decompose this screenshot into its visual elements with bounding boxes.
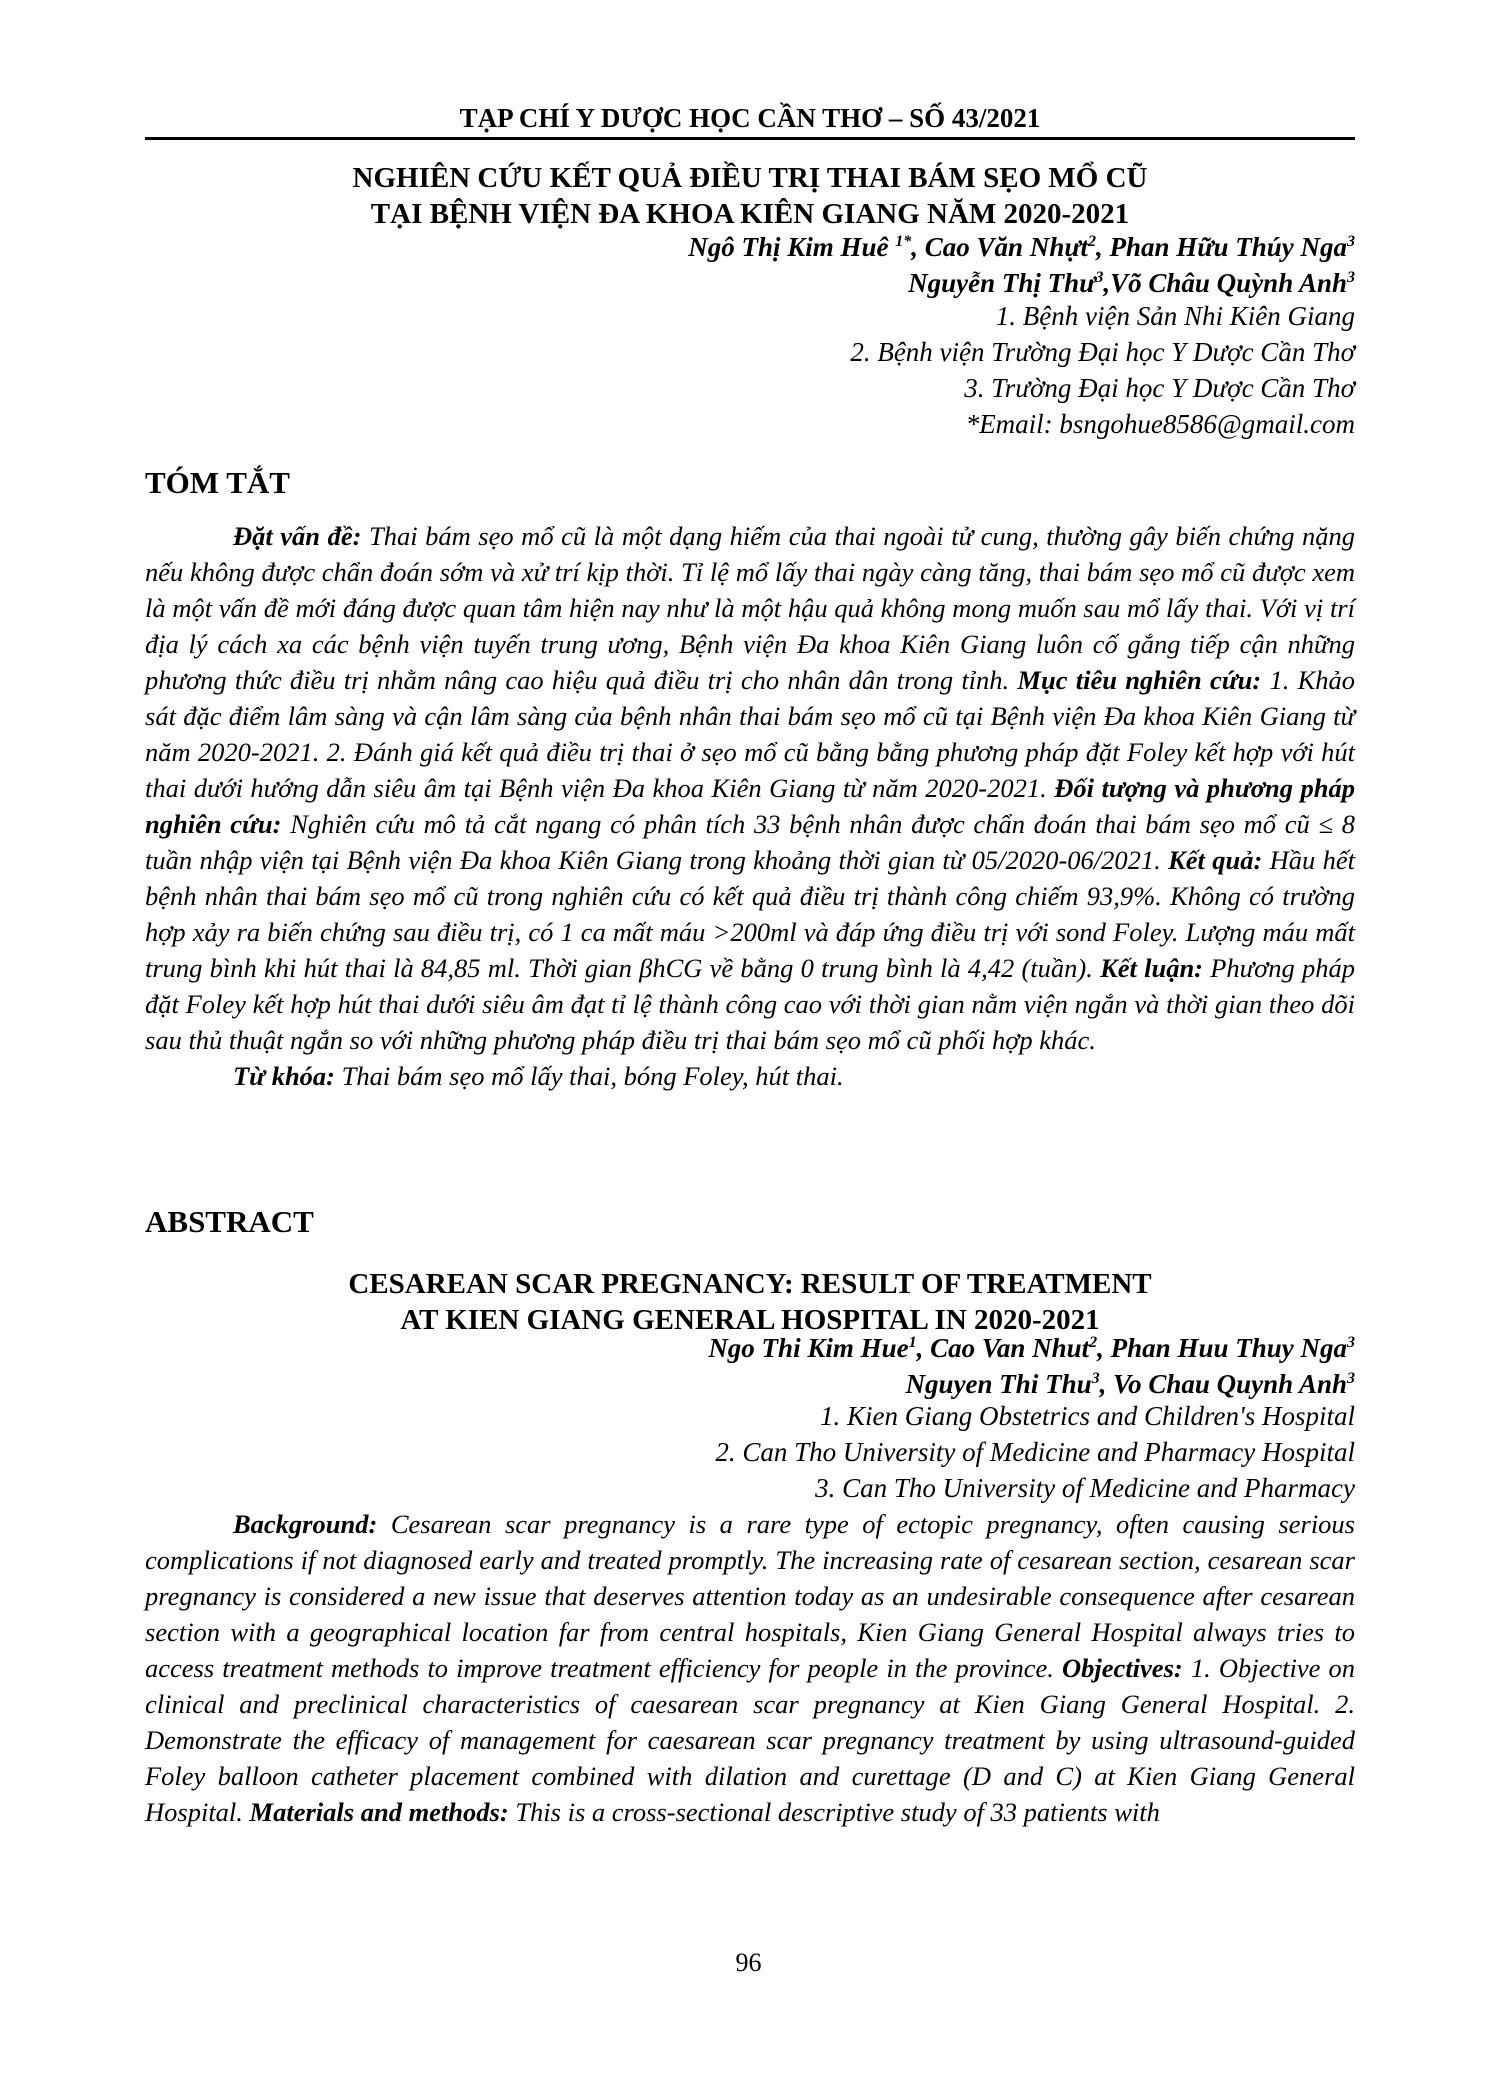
author-sup: 3 (1091, 1370, 1100, 1387)
vi-title-line: NGHIÊN CỨU KẾT QUẢ ĐIỀU TRỊ THAI BÁM SẸO MỔ CŨ (352, 162, 1148, 194)
journal-header: TẠP CHÍ Y DƯỢC HỌC CẦN THƠ – SỐ 43/2021 (459, 103, 1041, 133)
affiliation: 3. Trường Đại học Y Dược Cần Thơ (964, 373, 1355, 403)
author-name: Nguyễn Thị Thư (908, 268, 1096, 298)
author-sup: 3 (1347, 1370, 1355, 1387)
en-authors-line1 (708, 1330, 1355, 1366)
author-sup: 2 (1088, 233, 1097, 250)
affiliation: 1. Kien Giang Obstetrics and Children's Hospital (819, 1401, 1355, 1431)
section-text: Hầu hết bệnh nhân thai bám sẹo mổ cũ trong nghiên cứu có kết quả điều trị thành công chiếm 93,9%. Không có trường hợp xảy ra biến chứng sau điều trị, có 1 ca mất máu >200ml và đáp ứng điều trị với sond Foley. Lượng máu mất trung bình khi hút thai là 84,85 ml. Thời gian βhCG về bằng 0 trung bình là 4,42 (tuần). (145, 845, 1355, 983)
author-sup: 3 (1095, 269, 1104, 286)
vi-heading: TÓM TẮT (145, 465, 290, 500)
vi-title (145, 160, 1355, 232)
author-name: , Cao Văn Nhựt (911, 232, 1089, 262)
author-name: , Cao Van Nhut (916, 1333, 1090, 1363)
section-label: Objectives: (1062, 1653, 1183, 1683)
author-name: , Phan Hữu Thúy Nga (1096, 232, 1347, 262)
en-authors (708, 1330, 1355, 1402)
author-name: , Vo Chau Quynh Anh (1099, 1369, 1347, 1399)
affiliation: 3. Can Tho University of Medicine and Pharmacy (815, 1473, 1355, 1503)
vi-authors-line1 (688, 229, 1355, 265)
section-label: Background: (233, 1509, 378, 1539)
keywords (145, 1058, 1355, 1094)
vi-authors (688, 229, 1355, 301)
email: *Email: bsngohue8586@gmail.com (965, 409, 1355, 439)
section-text: 1. Khảo sát đặc điểm lâm sàng và cận lâm sàng của bệnh nhân thai bám sẹo mổ cũ tại Bệnh viện Đa khoa Kiên Giang từ năm 2020-2021. 2. Đánh giá kết quả điều trị thai ở sẹo mổ cũ bằng bằng phương pháp đặt Foley kết hợp với hút thai dưới hướng dẫn siêu âm tại Bệnh viện Đa khoa Kiên Giang từ năm 2020-2021. (145, 665, 1355, 803)
vi-affiliations (850, 298, 1355, 442)
section-text: Thai bám sẹo mổ cũ là một dạng hiếm của thai ngoài tử cung, thường gây biến chứng nặng nếu không được chẩn đoán sớm và xử trí kịp thời. Tỉ lệ mổ lấy thai ngày càng tăng, thai bám sẹo mổ cũ được xem là một vấn đề mới đáng được quan tâm hiện nay như là một hậu quả không mong muốn sau mổ lấy thai. Với vị trí địa lý cách xa các bệnh viện tuyến trung ương, Bệnh viện Đa khoa Kiên Giang luôn cố gắng tiếp cận những phương thức điều trị nhằm nâng cao hiệu quả điều trị cho nhân dân trong tỉnh. (145, 521, 1355, 695)
author-sup: 3 (1347, 269, 1355, 286)
section-label: Kết luận: (1100, 953, 1204, 983)
section-text: Nghiên cứu mô tả cắt ngang có phân tích 33 bệnh nhân được chẩn đoán thai bám sẹo mổ cũ ≤ 8 tuần nhập viện tại Bệnh viện Đa khoa Kiên Giang trong khoảng thời gian từ 05/2020-06/2021. (145, 809, 1355, 875)
keywords-text: Thai bám sẹo mổ lấy thai, bóng Foley, hút thai. (335, 1061, 844, 1091)
author-name: ,Võ Châu Quỳnh Anh (1103, 268, 1347, 298)
header-rule (145, 137, 1355, 140)
section-text: Phương pháp đặt Foley kết hợp hút thai dưới siêu âm đạt tỉ lệ thành công cao với thời gian nằm viện ngắn và thời gian theo dõi sau thủ thuật ngắn so với những phương pháp điều trị thai bám sẹo mổ cũ phối hợp khác. (145, 953, 1355, 1055)
section-label: Kết quả: (1168, 845, 1263, 875)
author-sup: 3 (1347, 1334, 1355, 1351)
en-authors-line2 (708, 1366, 1355, 1402)
section-label: Đối tượng và phương pháp nghiên cứu: (145, 773, 1355, 839)
vi-abstract (145, 518, 1355, 1094)
en-affiliations (715, 1398, 1355, 1506)
affiliation: 1. Bệnh viện Sản Nhi Kiên Giang (995, 301, 1355, 331)
author-name: Ngô Thị Kim Huê (688, 232, 896, 262)
en-heading: ABSTRACT (145, 1204, 314, 1239)
section-text: This is a cross-sectional descriptive study of 33 patients with (508, 1797, 1160, 1827)
keywords-label: Từ khóa: (233, 1061, 336, 1091)
en-title-line: AT KIEN GIANG GENERAL HOSPITAL IN 2020-2021 (400, 1304, 1100, 1336)
page-number: 96 (735, 1948, 762, 1977)
section-label: Materials and methods: (249, 1797, 509, 1827)
author-name: Ngo Thi Kim Hue (708, 1333, 909, 1363)
author-name: , Phan Huu Thuy Nga (1097, 1333, 1347, 1363)
vi-authors-line2 (688, 265, 1355, 301)
section-label: Đặt vấn đề: (233, 521, 362, 551)
en-title (145, 1266, 1355, 1338)
affiliation: 2. Can Tho University of Medicine and Pharmacy Hospital (715, 1437, 1355, 1467)
en-abstract (145, 1506, 1355, 1830)
section-text: 1. Objective on clinical and preclinical characteristics of caesarean scar pregnancy at Kien Giang General Hospital. 2. Demonstrate the efficacy of management for caesarean scar pregnancy treatment by using ultrasound-guided Foley balloon catheter placement combined with dilation and curettage (D and C) at Kien Giang General Hospital. (145, 1653, 1355, 1827)
en-title-line: CESAREAN SCAR PREGNANCY: RESULT OF TREATMENT (348, 1268, 1152, 1300)
author-sup: 2 (1089, 1334, 1098, 1351)
vi-title-line: TẠI BỆNH VIỆN ĐA KHOA KIÊN GIANG NĂM 2020-2021 (370, 198, 1130, 230)
author-name: Nguyen Thi Thu (905, 1369, 1092, 1399)
section-text: Cesarean scar pregnancy is a rare type of ectopic pregnancy, often causing serious complications if not diagnosed early and treated promptly. The increasing rate of cesarean section, cesarean scar pregnancy is considered a new issue that deserves attention today as an undesirable consequence after cesarean section with a geographical location far from central hospitals, Kien Giang General Hospital always tries to access treatment methods to improve treatment efficiency for people in the province. (145, 1509, 1355, 1683)
section-label: Mục tiêu nghiên cứu: (1017, 665, 1262, 695)
author-sup: 1 (908, 1334, 917, 1351)
author-sup: 3 (1347, 233, 1355, 250)
affiliation: 2. Bệnh viện Trường Đại học Y Dược Cần Thơ (850, 337, 1355, 367)
author-sup: 1* (895, 233, 912, 250)
